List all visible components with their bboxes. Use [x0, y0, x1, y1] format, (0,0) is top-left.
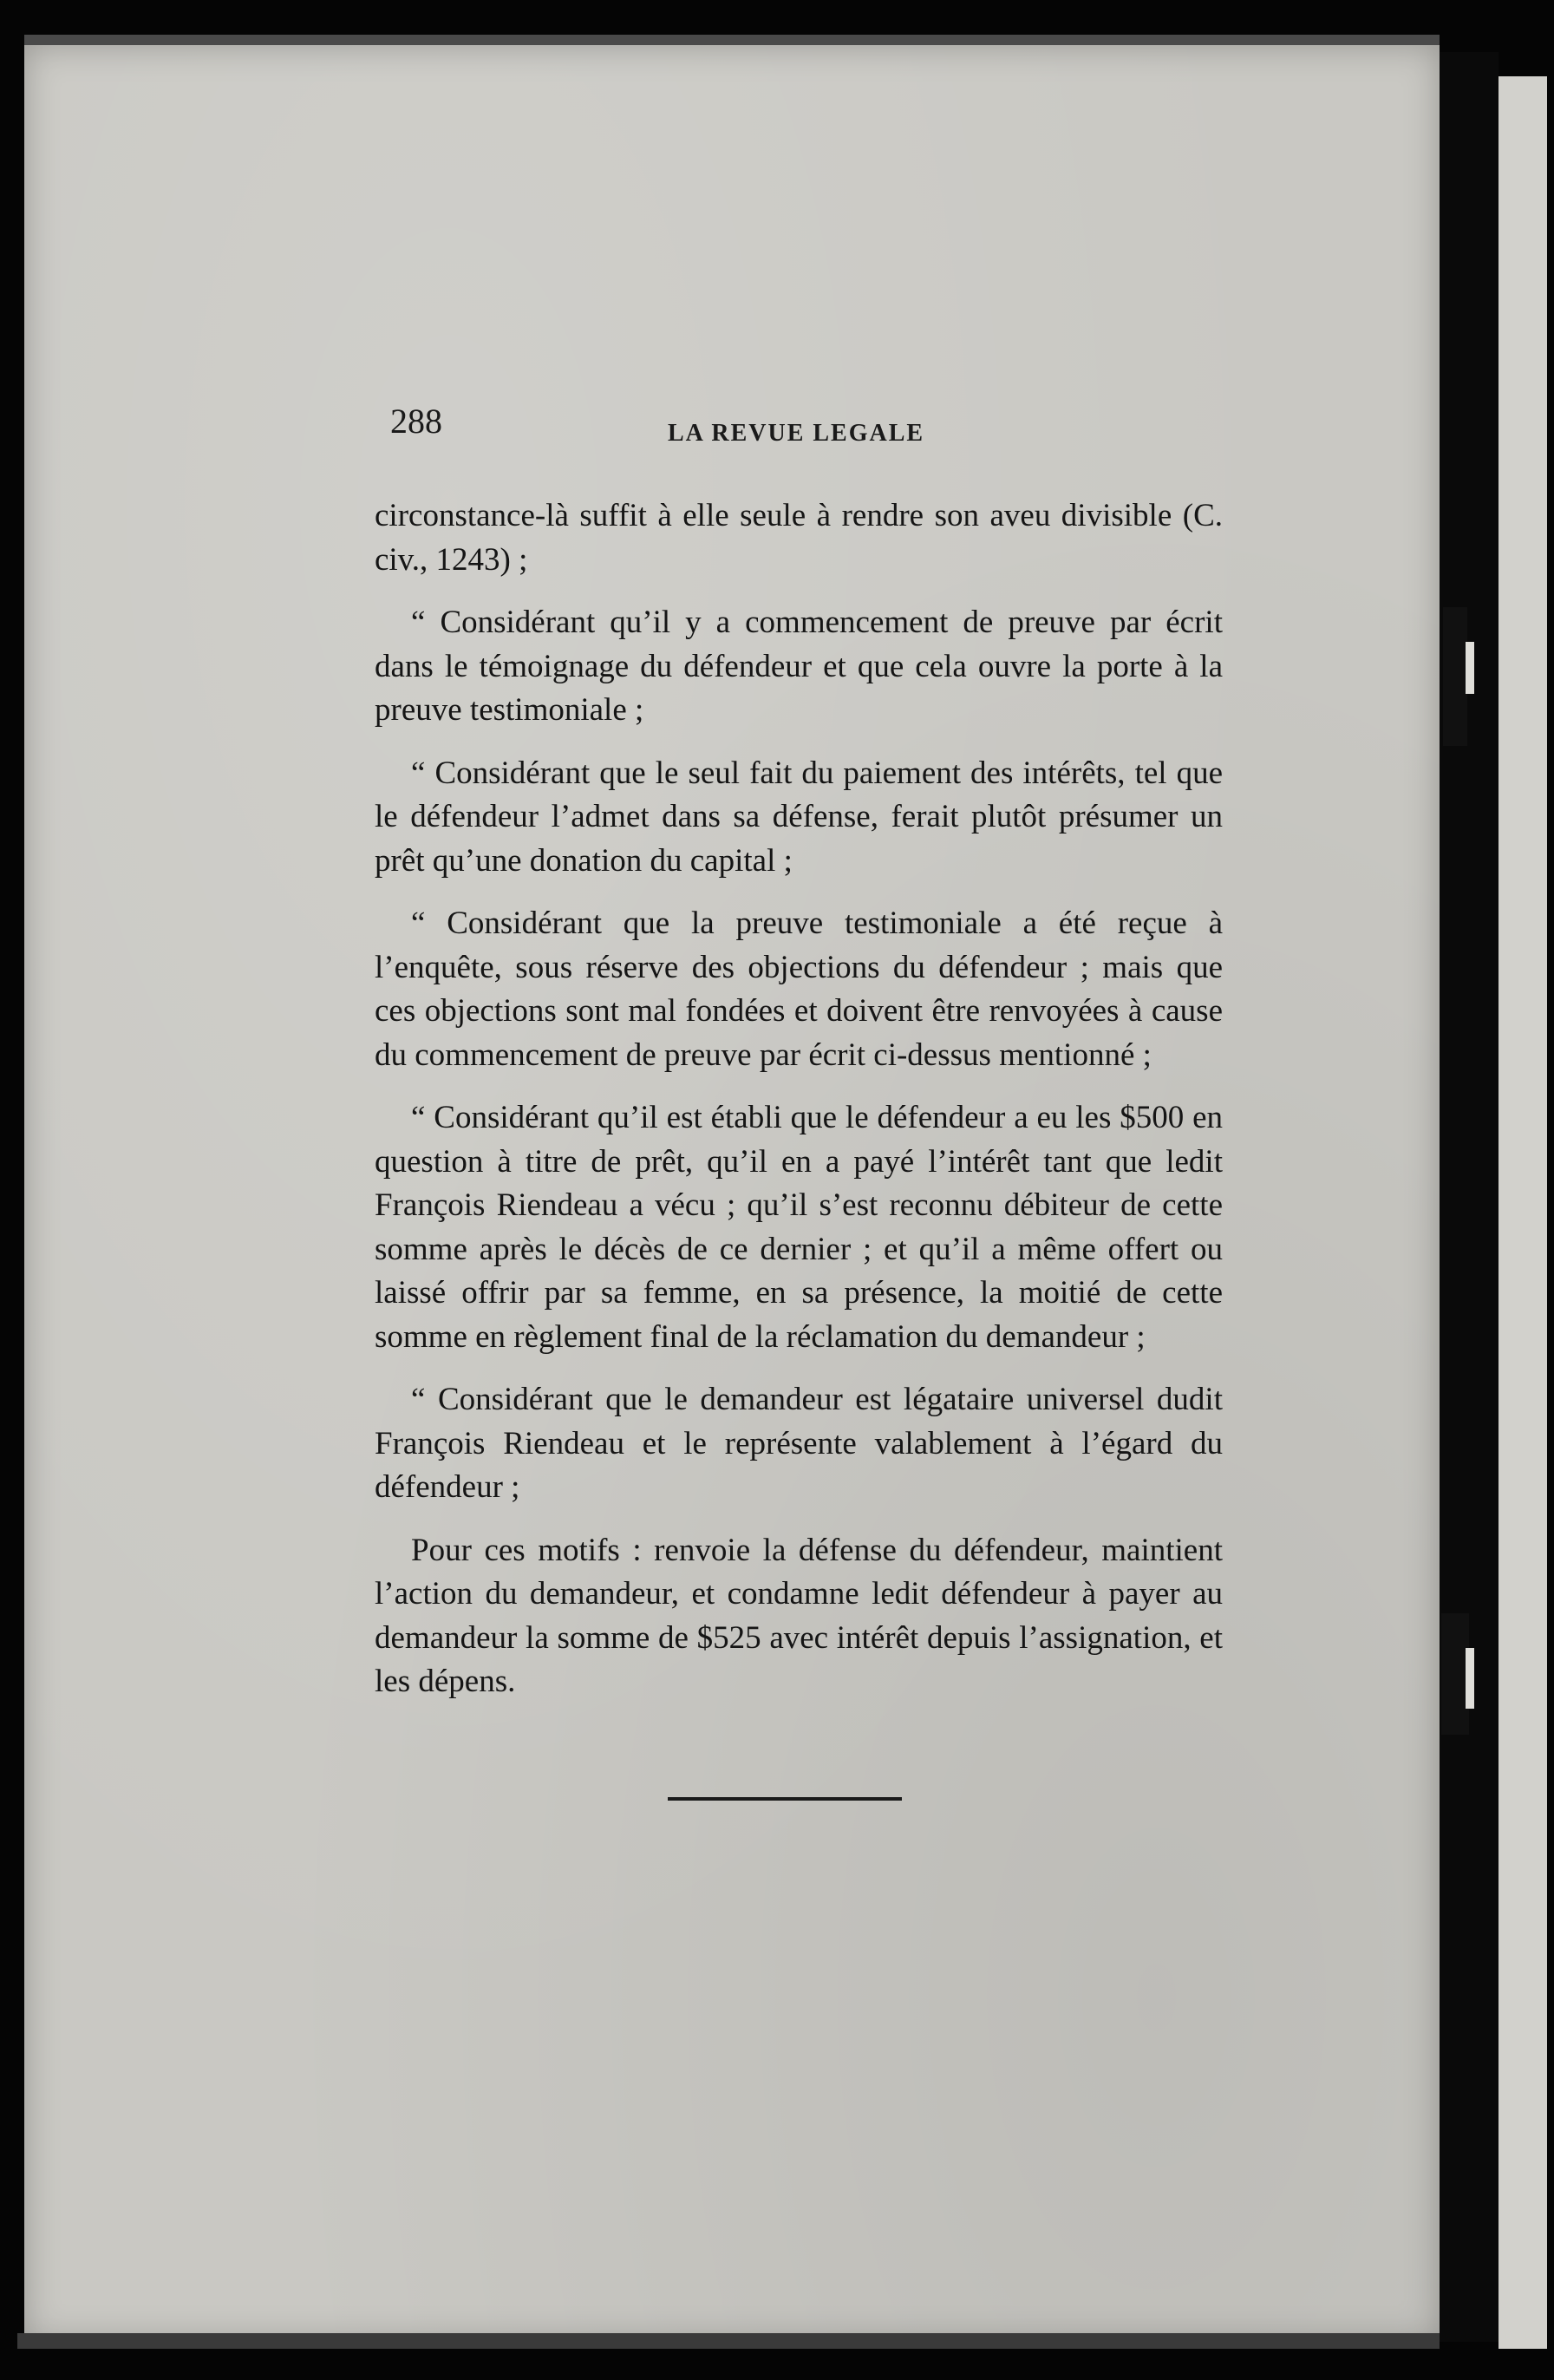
binding-mark [1466, 1648, 1474, 1709]
paragraph: “ Considérant qu’il est établi que le défendeur a eu les $500 en question à titre de prêt, qu’il en a payé l’intérêt tant que ledit François Riendeau a vécu ; qu’il s’est reconnu débiteur de cette somme après le décès de ce dernier ; et qu’il a même offert ou laissé offrir par sa femme, en sa présence, la moitié de cette somme en règlement final de la réclamation du demandeur ; [375, 1100, 1223, 1355]
body-text [375, 494, 1223, 1723]
page-bottom-edge [17, 2333, 1440, 2349]
paragraph: circonstance-là suffit à elle seule à rendre son aveu divisible (C. civ., 1243) ; [375, 498, 1223, 578]
paragraph: “ Considérant que le seul fait du paiement des intérêts, tel que le défendeur l’admet dans sa défense, ferait plutôt présumer un prêt qu’une donation du capital ; [375, 755, 1223, 879]
binding-mark [1443, 607, 1467, 746]
spine-shadow [1440, 52, 1498, 2342]
page-header [390, 401, 1205, 453]
paragraph: “ Considérant que le demandeur est légataire universel dudit François Riendeau et le représente valablement à l’égard du défendeur ; [375, 1382, 1223, 1505]
running-head: LA REVUE LEGALE [668, 420, 925, 447]
paragraph: Pour ces motifs : renvoie la défense du défendeur, maintient l’action du demandeur, et condamne ledit défendeur à payer au demandeur la somme de $525 avec intérêt depuis l’assignation, et les dépens. [375, 1532, 1223, 1699]
binding-mark [1466, 642, 1474, 694]
facing-page-strip [1498, 76, 1547, 2349]
section-end-rule [668, 1797, 902, 1801]
paragraph: “ Considérant que la preuve testimoniale a été reçue à l’enquête, sous réserve des objections du défendeur ; mais que ces objections sont mal fondées et doivent être renvoyées à cause du commencement de preuve par écrit ci-dessus mentionné ; [375, 906, 1223, 1073]
paragraph: “ Considérant qu’il y a commencement de preuve par écrit dans le témoignage du défendeur et que cela ouvre la porte à la preuve testimoniale ; [375, 605, 1223, 728]
page-number: 288 [390, 402, 442, 441]
